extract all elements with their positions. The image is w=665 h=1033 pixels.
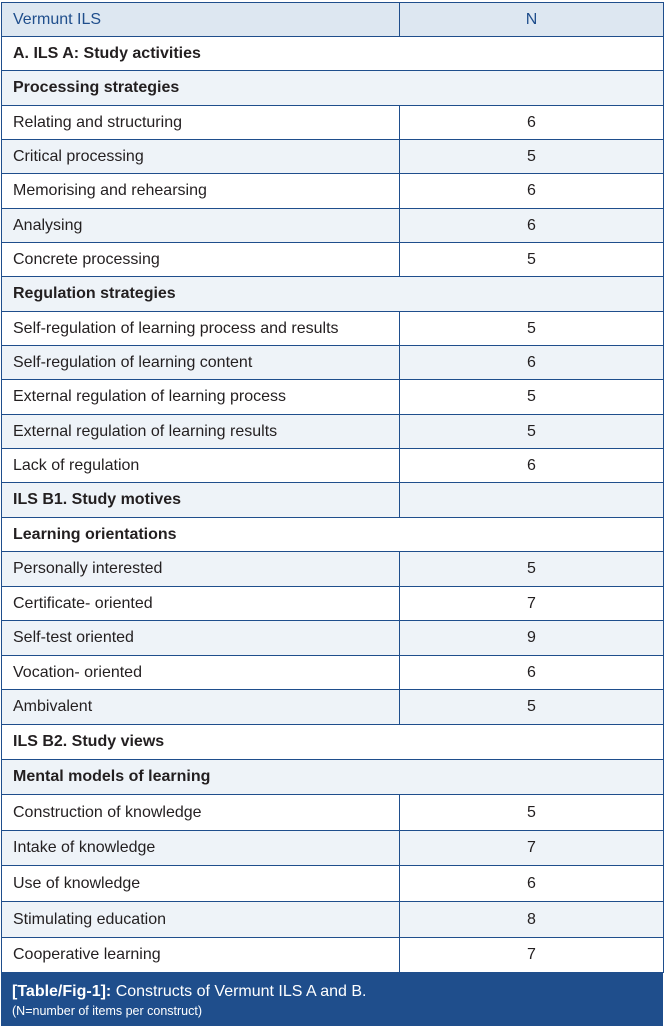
- n-cell: 6: [400, 346, 664, 380]
- section-label: ILS B1. Study motives: [2, 483, 400, 518]
- n-cell: 8: [400, 902, 664, 938]
- n-cell: 6: [400, 209, 664, 243]
- n-cell: 5: [400, 795, 664, 831]
- construct-cell: Memorising and rehearsing: [2, 174, 400, 209]
- header-n: N: [400, 3, 664, 37]
- n-cell: 6: [400, 449, 664, 483]
- table-caption: [1, 973, 663, 1026]
- table-row: [2, 656, 664, 690]
- table-row: [2, 690, 664, 725]
- section-label: ILS B2. Study views: [2, 725, 664, 760]
- table-row: [2, 209, 664, 243]
- construct-cell: Personally interested: [2, 552, 400, 587]
- n-cell: 5: [400, 243, 664, 277]
- section-row: [2, 483, 664, 518]
- table-row: [2, 866, 664, 902]
- subsection-row: [2, 518, 664, 552]
- construct-cell: Stimulating education: [2, 902, 400, 938]
- caption-main: [12, 981, 652, 1002]
- table-row: [2, 621, 664, 656]
- section-row: [2, 725, 664, 760]
- construct-cell: Self-regulation of learning process and results: [2, 312, 400, 346]
- table-row: [2, 174, 664, 209]
- table-body: [2, 37, 664, 973]
- n-cell: 5: [400, 312, 664, 346]
- table-row: [2, 449, 664, 483]
- n-cell: 5: [400, 415, 664, 449]
- n-cell: 6: [400, 656, 664, 690]
- construct-cell: Intake of knowledge: [2, 831, 400, 866]
- table-header-row: [2, 3, 664, 37]
- table-row: [2, 380, 664, 415]
- construct-cell: Certificate- oriented: [2, 587, 400, 621]
- table-row: [2, 587, 664, 621]
- table-row: [2, 140, 664, 174]
- n-cell: 5: [400, 140, 664, 174]
- table-row: [2, 415, 664, 449]
- construct-cell: Ambivalent: [2, 690, 400, 725]
- construct-cell: Relating and structuring: [2, 106, 400, 140]
- n-cell: [400, 483, 664, 518]
- header-construct: Vermunt ILS: [2, 3, 400, 37]
- subsection-row: [2, 277, 664, 312]
- construct-cell: Self-test oriented: [2, 621, 400, 656]
- table-row: [2, 312, 664, 346]
- construct-cell: Self-regulation of learning content: [2, 346, 400, 380]
- construct-cell: External regulation of learning process: [2, 380, 400, 415]
- subsection-label: Mental models of learning: [2, 760, 664, 795]
- table-row: [2, 795, 664, 831]
- table-row: [2, 938, 664, 973]
- table-row: [2, 902, 664, 938]
- caption-note: (N=number of items per construct): [12, 1004, 202, 1018]
- subsection-label: Processing strategies: [2, 71, 664, 106]
- n-cell: 6: [400, 174, 664, 209]
- construct-cell: Use of knowledge: [2, 866, 400, 902]
- caption-text: Constructs of Vermunt ILS A and B.: [111, 983, 367, 1000]
- constructs-table: [1, 2, 664, 973]
- n-cell: 6: [400, 866, 664, 902]
- n-cell: 9: [400, 621, 664, 656]
- construct-cell: External regulation of learning results: [2, 415, 400, 449]
- table-row: [2, 831, 664, 866]
- construct-cell: Concrete processing: [2, 243, 400, 277]
- construct-cell: Lack of regulation: [2, 449, 400, 483]
- n-cell: 7: [400, 831, 664, 866]
- construct-cell: Construction of knowledge: [2, 795, 400, 831]
- subsection-row: [2, 760, 664, 795]
- table-row: [2, 243, 664, 277]
- subsection-label: Learning orientations: [2, 518, 664, 552]
- subsection-label: Regulation strategies: [2, 277, 664, 312]
- construct-cell: Critical processing: [2, 140, 400, 174]
- table-row: [2, 552, 664, 587]
- subsection-row: [2, 71, 664, 106]
- table-row: [2, 346, 664, 380]
- n-cell: 5: [400, 552, 664, 587]
- construct-cell: Analysing: [2, 209, 400, 243]
- n-cell: 5: [400, 690, 664, 725]
- section-row: [2, 37, 664, 71]
- n-cell: 7: [400, 587, 664, 621]
- table-figure: [1, 2, 663, 1026]
- section-label: A. ILS A: Study activities: [2, 37, 664, 71]
- n-cell: 6: [400, 106, 664, 140]
- n-cell: 7: [400, 938, 664, 973]
- caption-label: [Table/Fig-1]:: [12, 983, 112, 1000]
- n-cell: 5: [400, 380, 664, 415]
- construct-cell: Cooperative learning: [2, 938, 400, 973]
- table-row: [2, 106, 664, 140]
- construct-cell: Vocation- oriented: [2, 656, 400, 690]
